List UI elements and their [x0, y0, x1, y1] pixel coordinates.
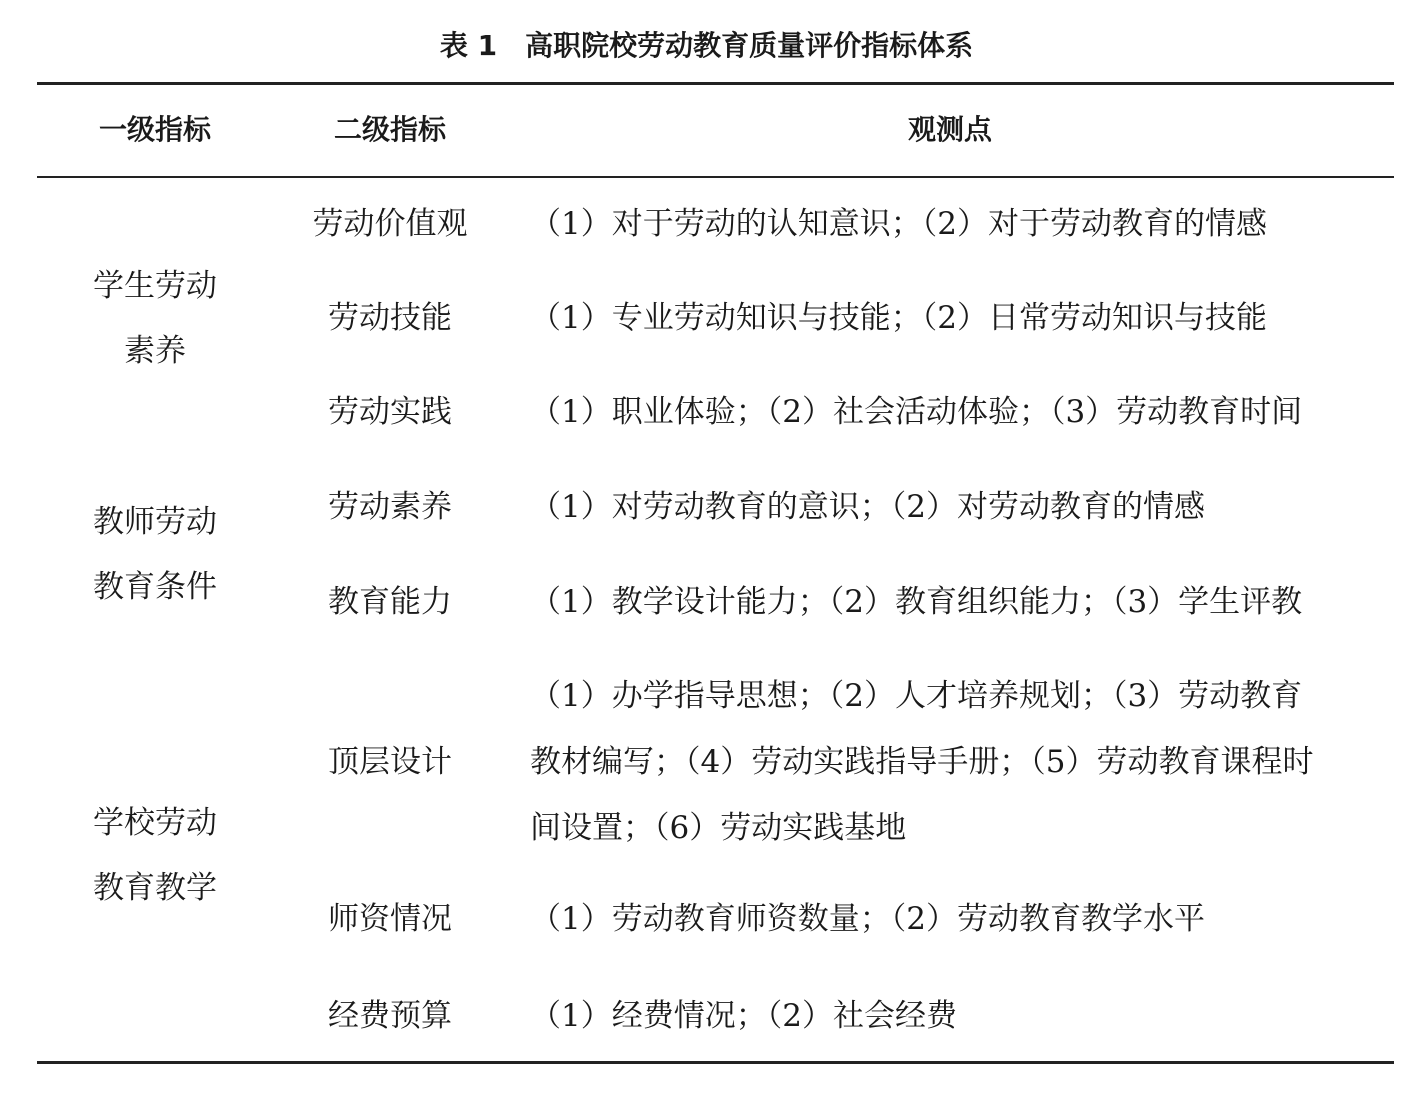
level1-line: 素养: [124, 333, 186, 369]
level1-line: 教师劳动: [93, 504, 217, 540]
level1-line: 教育条件: [93, 569, 217, 605]
bottom-rule: [37, 1061, 1394, 1064]
observation-cell: （1）对劳动教育的意识；（2）对劳动教育的情感: [530, 489, 1205, 525]
header-level1: 一级指标: [98, 113, 211, 146]
observation-cell: （1）职业体验；（2）社会活动体验；（3）劳动教育时间: [530, 394, 1303, 430]
observation-cell: （1）经费情况；（2）社会经费: [530, 998, 957, 1034]
header-rule: [37, 176, 1394, 178]
observation-cell: （1）教学设计能力；（2）教育组织能力；（3）学生评教: [530, 584, 1303, 620]
observation-cell: （1）专业劳动知识与技能；（2）日常劳动知识与技能: [530, 300, 1267, 336]
header-level2: 二级指标: [333, 113, 446, 146]
level1-line: 教育教学: [93, 870, 217, 906]
level1-line: 学校劳动: [93, 805, 217, 841]
observation-line: 教材编写；（4）劳动实践指导手册；（5）劳动教育课程时: [530, 744, 1314, 780]
observation-line: 间设置；（6）劳动实践基地: [530, 810, 907, 846]
level2-cell: 教育能力: [328, 584, 452, 620]
level1-school-teaching: [60, 791, 250, 921]
level2-cell: 顶层设计: [328, 744, 452, 780]
level2-cell: 劳动素养: [328, 489, 452, 525]
level2-cell: 师资情况: [328, 901, 452, 937]
level2-cell: 劳动技能: [328, 300, 452, 336]
observation-cell: （1）对于劳动的认知意识；（2）对于劳动教育的情感: [530, 206, 1267, 242]
level1-teacher-conditions: [60, 490, 250, 620]
level1-student-literacy: [60, 254, 250, 384]
level1-line: 学生劳动: [93, 268, 217, 304]
level2-cell: 经费预算: [328, 998, 452, 1034]
level2-cell: 劳动价值观: [312, 206, 468, 242]
table-caption: 表 1 高职院校劳动教育质量评价指标体系: [439, 29, 974, 62]
observation-cell: [530, 663, 1380, 861]
top-rule: [37, 82, 1394, 85]
observation-cell: （1）劳动教育师资数量；（2）劳动教育教学水平: [530, 901, 1205, 937]
observation-line: （1）办学指导思想；（2）人才培养规划；（3）劳动教育: [530, 678, 1303, 714]
header-observation: 观测点: [907, 113, 992, 146]
level2-cell: 劳动实践: [328, 394, 452, 430]
